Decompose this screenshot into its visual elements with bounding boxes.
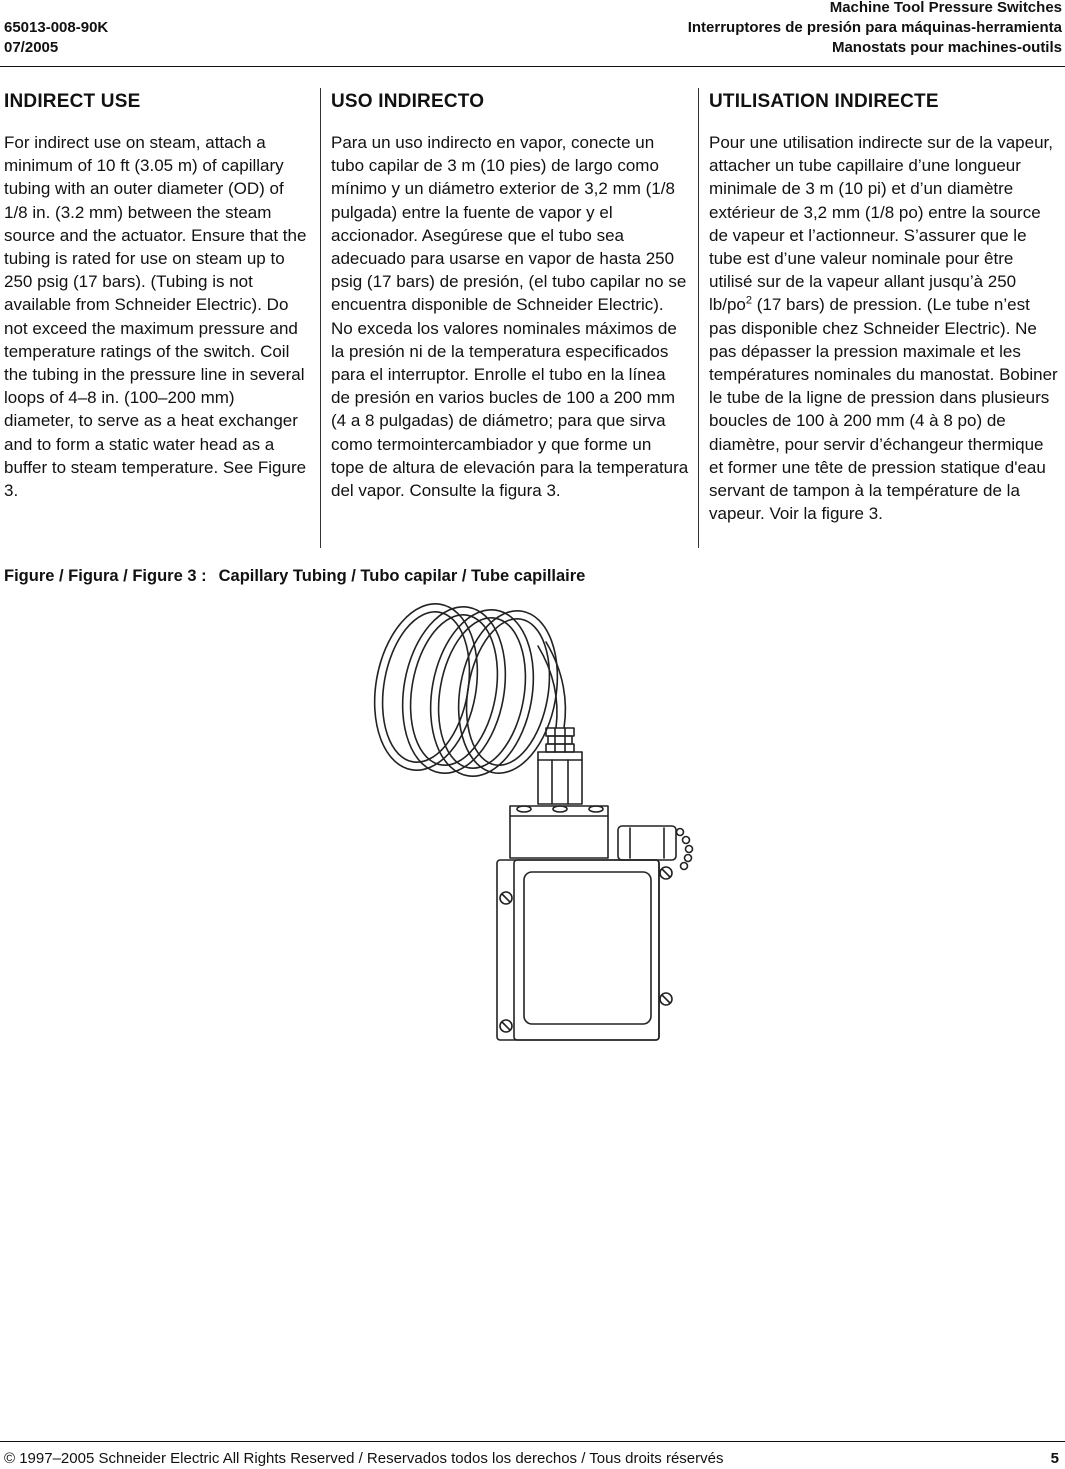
capillary-tubing-icon — [368, 602, 698, 1044]
section-body-fr — [709, 131, 1059, 525]
section-body-en: For indirect use on steam, attach a minimum of 10 ft (3.05 m) of capillary tubing with an outer diameter (OD) of 1/8 in. (3.2 mm) between the steam source and the actuator. Ensure that the tubing is rated for use on steam up to 250 psig (17 bars). (Tubing is not available from Schneider Electric). Do not exceed the maximum pressure and temperature ratings of the switch. Coil the tubing in the pressure line in several loops of 4–8 in. (100–200 mm) diameter, to serve as a heat exchanger and to form a static water head as a buffer to steam temperature. See Figure 3. — [4, 133, 307, 501]
doc-title-fr: Manostats pour machines-outils — [831, 39, 1062, 56]
section-body-es: Para un uso indirecto en vapor, conecte un tubo capilar de 3 m (10 pies) de largo como mínimo y un diámetro exterior de 3,2 mm (1/8 pulgada) entre la fuente de vapor y el accionador. Asegúrese que el tubo sea adecuado para usarse en vapor de hasta 250 psig (17 bars) de presión, (el tubo capilar no se encuentra disponible de Schneider Electric). No exceda los valores nominales máximos de la presión ni de la temperatura especificados para el interruptor. Enrolle el tubo en la línea de presión en varios bucles de 100 a 200 mm (4 a 8 pulgadas) de diámetro; para que sirva como termointercambiador y que forme un tope de altura de elevación para la temperatura del vapor. Consulte la figura 3. — [331, 133, 689, 501]
screw-icon — [500, 867, 672, 1032]
body-fr-part1: Pour une utilisation indirecte sur de la vapeur, attacher un tube capillaire d’une longueur minimale de 3 m (10 pi) et d’un diamètre extérieur de 3,2 mm (1/8 po) entre la source de vapeur et l’actionneur. S’assurer que le tube est d’une valeur nominale pour être utilisé sur de la vapeur allant jusqu’à 250 lb/po — [709, 133, 1053, 315]
section-heading-en: INDIRECT USE — [4, 91, 141, 112]
header-left — [4, 18, 108, 58]
figure-illustration — [368, 602, 698, 1044]
header-divider — [0, 66, 1065, 67]
section-heading-es: USO INDIRECTO — [331, 91, 485, 112]
figure-label: Figure / Figura / Figure 3 : — [4, 567, 207, 585]
column-french — [709, 88, 1059, 525]
column-divider — [320, 88, 321, 548]
column-english — [4, 88, 308, 502]
page-number: 5 — [1050, 1450, 1059, 1467]
tubing-coil — [368, 602, 570, 784]
doc-title-es: Interruptores de presión para máquinas-herramienta — [687, 19, 1062, 36]
switch-enclosure — [497, 860, 672, 1040]
header-right — [688, 0, 1062, 58]
figure-caption — [4, 565, 585, 587]
superscript: 2 — [745, 294, 752, 307]
section-heading-fr: UTILISATION INDIRECTE — [709, 91, 939, 112]
body-fr-part2: (17 bars) de pression. (Le tube n’est pas disponible chez Schneider Electric). Ne pas dépasser la pression maximale et les températures nominales du manostat. Bobiner le tube de la ligne de pression dans plusieurs boucles de 100 à 200 mm (4 à 8 po) de diamètre, pour servir d’échangeur thermique et former une tête de pression statique d'eau servant de tampon à la température de la vapeur. Voir la figure 3. — [709, 295, 1058, 524]
conduit-fitting — [618, 826, 693, 870]
actuator-head — [510, 806, 608, 858]
figure-title: Capillary Tubing / Tubo capilar / Tube capillaire — [218, 567, 586, 585]
doc-number: 65013-008-90K — [4, 19, 109, 36]
footer-divider — [0, 1441, 1065, 1442]
tube-fitting — [538, 728, 582, 804]
column-spanish — [331, 88, 689, 502]
column-divider — [698, 88, 699, 548]
doc-date: 07/2005 — [4, 39, 59, 56]
doc-title-en: Machine Tool Pressure Switches — [829, 0, 1062, 16]
footer-copyright: © 1997–2005 Schneider Electric All Rights Reserved / Reservados todos los derechos / Tous droits réservés — [4, 1450, 724, 1467]
